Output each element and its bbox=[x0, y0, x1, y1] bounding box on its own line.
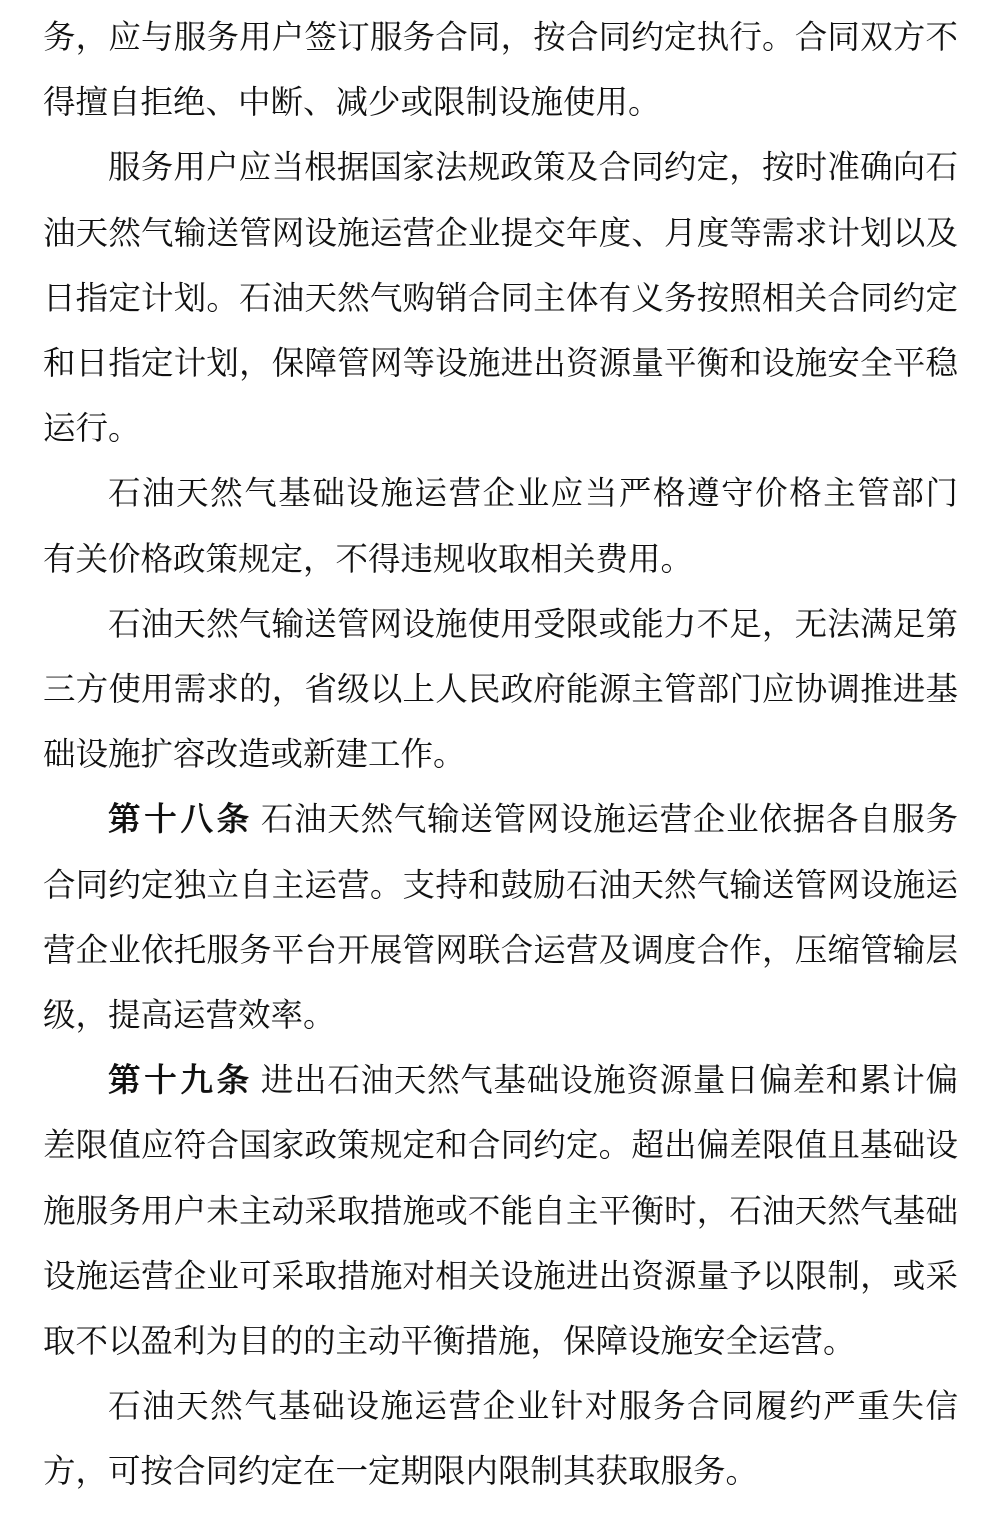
text-line: 有关价格政策规定，不得违规收取相关费用。 bbox=[43, 541, 694, 578]
text-line: 务，应与服务用户签订服务合同，按合同约定执行。合同双方不 bbox=[43, 20, 958, 56]
text-line: 油天然气输送管网设施运营企业提交年度、月度等需求计划以及 bbox=[43, 215, 958, 252]
text-line: 日指定计划。石油天然气购销合同主体有义务按照相关合同约定 bbox=[43, 280, 958, 317]
text-line: 得擅自拒绝、中断、减少或限制设施使用。 bbox=[43, 85, 661, 122]
text-line: 础设施扩容改造或新建工作。 bbox=[43, 737, 466, 774]
text-line: 合同约定独立自主运营。支持和鼓励石油天然气输送管网设施运 bbox=[43, 867, 958, 904]
article-number-heading: 第十九条 bbox=[108, 1063, 253, 1100]
text-line: 级，提高运营效率。 bbox=[43, 998, 336, 1035]
text-line: 取不以盈利为目的的主动平衡措施，保障设施安全运营。 bbox=[43, 1324, 856, 1361]
text-line: 营企业依托服务平台开展管网联合运营及调度合作，压缩管输层 bbox=[43, 932, 958, 969]
article-number-heading: 第十八条 bbox=[108, 802, 253, 839]
text-line: 设施运营企业可采取措施对相关设施进出资源量予以限制，或采 bbox=[43, 1258, 958, 1295]
text-line: 服务用户应当根据国家法规政策及合同约定，按时准确向石 bbox=[108, 150, 958, 187]
text-line: 第十九条 进出石油天然气基础设施资源量日偏差和累计偏 bbox=[108, 1063, 958, 1100]
text-line: 差限值应符合国家政策规定和合同约定。超出偏差限值且基础设 bbox=[43, 1128, 958, 1165]
text-line: 施服务用户未主动采取措施或不能自主平衡时，石油天然气基础 bbox=[43, 1193, 958, 1230]
text-line: 方，可按合同约定在一定期限内限制其获取服务。 bbox=[43, 1454, 759, 1491]
text-line: 石油天然气输送管网设施使用受限或能力不足，无法满足第 bbox=[108, 606, 958, 643]
text-line: 三方使用需求的，省级以上人民政府能源主管部门应协调推进基 bbox=[43, 672, 958, 709]
text-line: 和日指定计划，保障管网等设施进出资源量平衡和设施安全平稳 bbox=[43, 346, 958, 383]
text-line: 石油天然气基础设施运营企业针对服务合同履约严重失信 bbox=[108, 1389, 958, 1426]
text-line: 运行。 bbox=[43, 411, 141, 448]
text-line: 石油天然气基础设施运营企业应当严格遵守价格主管部门 bbox=[108, 476, 958, 513]
text-line: 第十八条 石油天然气输送管网设施运营企业依据各自服务 bbox=[108, 802, 958, 839]
